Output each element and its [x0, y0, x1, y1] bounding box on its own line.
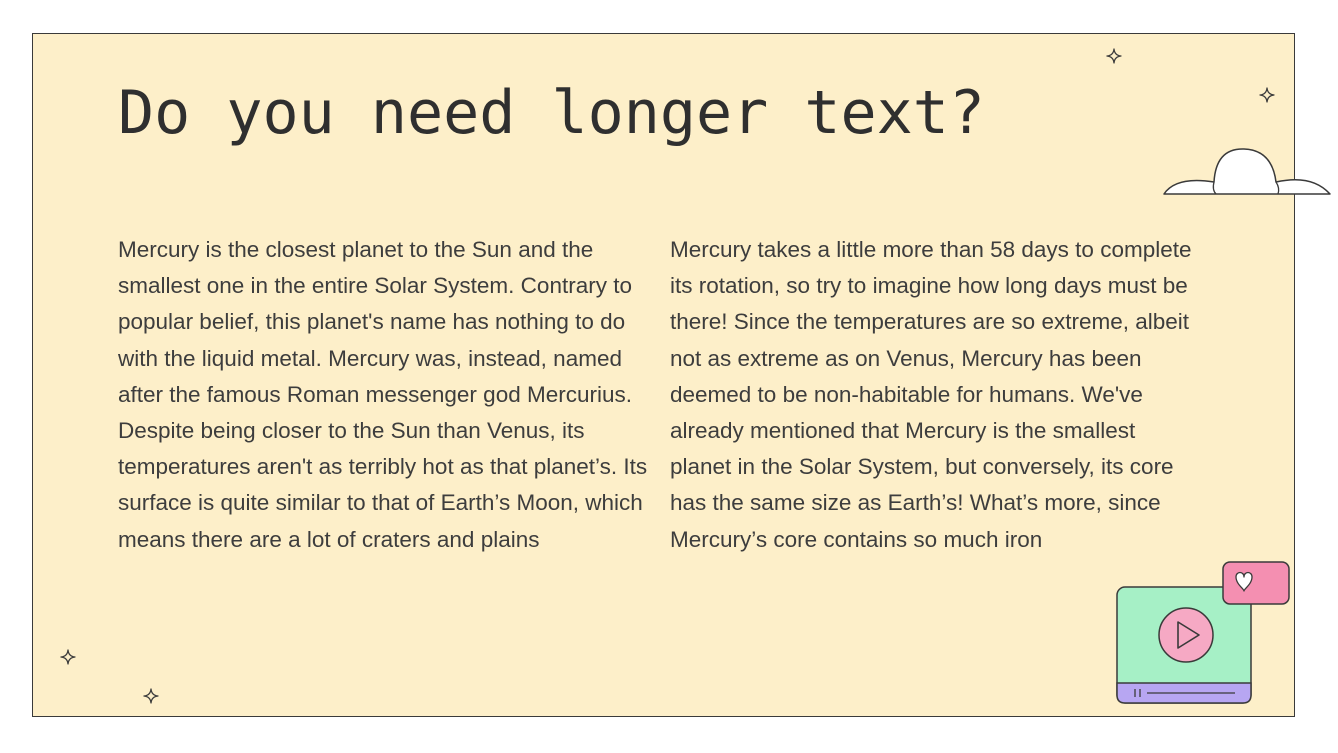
- right-column-text: Mercury takes a little more than 58 days to complete its rotation, so try to imagine how long days must be there! Since the temperatures are so extreme, albeit not as extreme as on Venus, Mercury has been deemed to be non-habitable for humans. We've already mentioned that Mercury is the smallest planet in the Solar System, but conversely, its core has the same size as Earth’s! What’s more, since Mercury’s core contains so much iron: [670, 237, 1192, 552]
- sparkle-icon: [1259, 87, 1275, 103]
- sparkle-icon: [143, 688, 159, 704]
- cloud-icon: [1162, 146, 1334, 198]
- slide-title: Do you need longer text?: [118, 78, 985, 148]
- sparkle-icon: [60, 649, 76, 665]
- heart-icon: [1221, 560, 1293, 608]
- left-column-text: Mercury is the closest planet to the Sun and the smallest one in the entire Solar System. Contrary to popular belief, this planet's name has nothing to do with the liquid metal. Mercury was, instead, named after the famous Roman messenger god Mercurius. Despite being closer to the Sun than Venus, its temperatures aren't as terribly hot as that planet’s. Its surface is quite similar to that of Earth’s Moon, which means there are a lot of craters and plains: [118, 237, 648, 552]
- play-icon: [1159, 608, 1213, 662]
- sparkle-icon: [1106, 48, 1122, 64]
